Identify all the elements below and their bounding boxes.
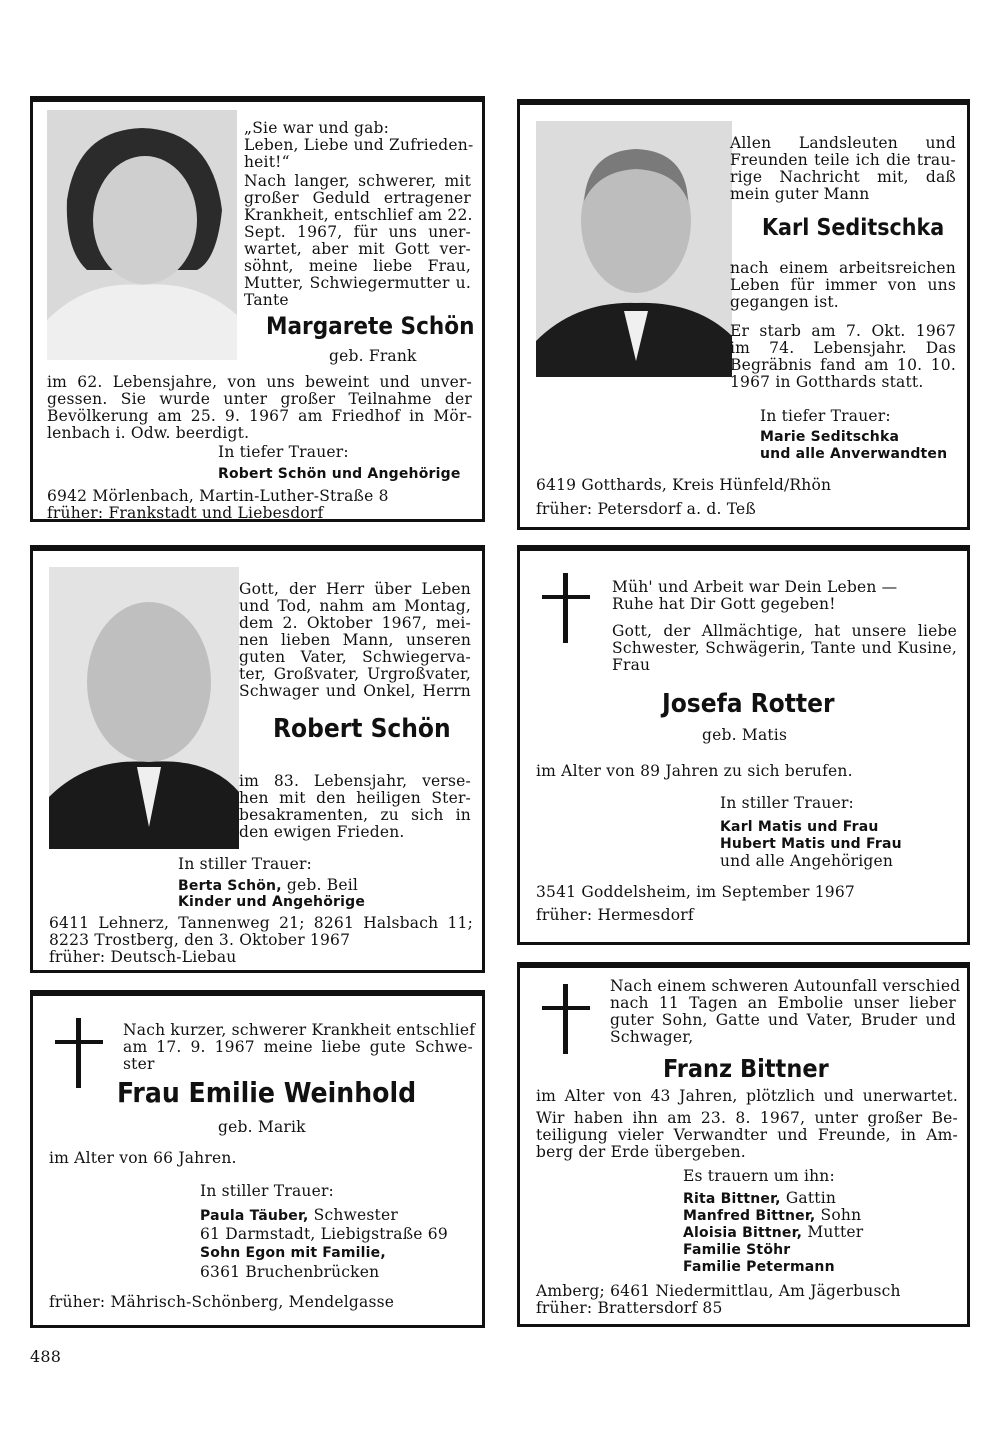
portrait-photo: [536, 121, 732, 377]
signer-detail: Mutter: [802, 1223, 864, 1241]
deceased-name: Robert Schön: [273, 714, 451, 744]
signer: Marie Seditschka: [760, 429, 900, 445]
body-line: im Alter von 89 Jahren zu sich berufen.: [536, 762, 853, 780]
address-line: früher: Brattersdorf 85: [536, 1299, 723, 1317]
intro-line: Schwager,: [610, 1028, 694, 1046]
body-line: nach einem arbeitsreichen: [730, 259, 956, 277]
intro-line: Krankheit, entschlief am 22.: [244, 206, 473, 224]
intro-line: söhnt, meine liebe Frau,: [244, 257, 471, 275]
signer: Hubert Matis und Frau: [720, 836, 902, 852]
intro-line: Freunden teile ich die trau-: [730, 151, 956, 169]
intro-line: ster: [123, 1055, 155, 1073]
mourning-label: In tiefer Trauer:: [218, 443, 349, 461]
address-line: früher: Frankstadt und Liebesdorf: [47, 504, 324, 522]
signer-name: Familie Petermann: [683, 1259, 835, 1275]
mourning-label: In stiller Trauer:: [720, 794, 854, 812]
signer-address: 6361 Bruchenbrücken: [200, 1263, 380, 1281]
intro-line: Gott, der Herr über Leben: [239, 580, 471, 598]
address-line: Amberg; 6461 Niedermittlau, Am Jägerbusch: [536, 1282, 901, 1300]
intro-line: Tante: [244, 291, 289, 309]
deceased-name: Margarete Schön: [266, 312, 475, 340]
body-line: im 83. Lebensjahr, verse-: [239, 772, 471, 790]
body-line: 1967 in Gotthards statt.: [730, 373, 924, 391]
signer-address: 61 Darmstadt, Liebigstraße 69: [200, 1225, 448, 1243]
body-line: Bevölkerung am 25. 9. 1967 am Friedhof in Mör-: [47, 407, 472, 425]
body-line: Leben für immer von uns: [730, 276, 956, 294]
intro-line: dem 2. Oktober 1967, mei-: [239, 614, 471, 632]
signer: [683, 1207, 861, 1225]
mourning-label: In stiller Trauer:: [178, 855, 312, 873]
body-line: im 62. Lebensjahre, von uns beweint und unver-: [47, 373, 472, 391]
intro-line: Müh' und Arbeit war Dein Leben —: [612, 578, 898, 596]
intro-line: wartet, aber mit Gott ver-: [244, 240, 471, 258]
intro-line: nach 11 Tagen an Embolie unser lieber: [610, 994, 956, 1012]
body-line: berg der Erde übergeben.: [536, 1143, 746, 1161]
body-line: besakramenten, zu sich in: [239, 806, 471, 824]
intro-line: guten Vater, Schwiegerva-: [239, 648, 471, 666]
signer: [200, 1207, 398, 1225]
body-line: im 74. Lebensjahr. Das: [730, 339, 956, 357]
signer-detail: Schwester: [308, 1206, 398, 1224]
signer: Robert Schön und Angehörige: [218, 466, 461, 482]
signer: und alle Angehörigen: [720, 852, 894, 870]
signer-name: Rita Bittner,: [683, 1191, 781, 1207]
body-line: im Alter von 66 Jahren.: [49, 1149, 237, 1167]
deceased-name: Josefa Rotter: [662, 689, 835, 719]
maiden-name: geb. Frank: [329, 347, 417, 365]
signer: und alle Anverwandten: [760, 446, 948, 462]
address-line: früher: Hermesdorf: [536, 906, 694, 924]
body-line: hen mit den heiligen Ster-: [239, 789, 471, 807]
intro-line: nen lieben Mann, unseren: [239, 631, 471, 649]
body-line: den ewigen Frieden.: [239, 823, 405, 841]
intro-line: Gott, der Allmächtige, hat unsere liebe: [612, 622, 957, 640]
deceased-name: Frau Emilie Weinhold: [117, 1076, 417, 1109]
mourning-label: In stiller Trauer:: [200, 1182, 334, 1200]
signer: [683, 1224, 863, 1242]
intro-line: Mutter, Schwiegermutter u.: [244, 274, 471, 292]
intro-line: mein guter Mann: [730, 185, 870, 203]
intro-line: Schwester, Schwägerin, Tante und Kusine,: [612, 639, 957, 657]
signer: Kinder und Angehörige: [178, 894, 366, 910]
cross-icon: [542, 984, 590, 1054]
notice-margarete-schoen: [30, 96, 485, 522]
deceased-name: Franz Bittner: [663, 1054, 829, 1083]
signer: [683, 1241, 790, 1259]
signer-detail: geb. Beil: [281, 876, 359, 894]
notice-josefa-rotter: [517, 545, 970, 945]
intro-line: Nach einem schweren Autounfall verschied: [610, 977, 961, 995]
signer: [178, 877, 358, 895]
address-line: 3541 Goddelsheim, im September 1967: [536, 883, 855, 901]
portrait-photo: [47, 110, 237, 360]
notice-robert-schoen: [30, 545, 485, 973]
signer-name: Familie Stöhr: [683, 1242, 791, 1258]
intro-line: Frau: [612, 656, 651, 674]
address-line: 6419 Gotthards, Kreis Hünfeld/Rhön: [536, 476, 832, 494]
cross-icon: [55, 1018, 103, 1088]
deceased-name: Karl Seditschka: [762, 215, 945, 241]
signer-detail: Gattin: [780, 1189, 837, 1207]
intro-line: rige Nachricht mit, daß: [730, 168, 956, 186]
maiden-name: geb. Matis: [702, 726, 788, 744]
intro-line: Sept. 1967, für uns uner-: [244, 223, 471, 241]
notice-franz-bittner: [517, 962, 970, 1327]
signer: [683, 1190, 836, 1208]
address-line: früher: Deutsch-Liebau: [49, 948, 237, 966]
signer-name: Paula Täuber,: [200, 1208, 309, 1224]
intro-line: guter Sohn, Gatte und Vater, Bruder und: [610, 1011, 956, 1029]
intro-line: heit!“: [244, 153, 290, 171]
intro-line: großer Geduld ertragener: [244, 189, 471, 207]
body-line: gessen. Sie wurde unter großer Teilnahme der: [47, 390, 472, 408]
intro-line: am 17. 9. 1967 meine liebe gute Schwe-: [123, 1038, 473, 1056]
page-number: 488: [30, 1347, 62, 1366]
notice-karl-seditschka: [517, 99, 970, 530]
body-line: Begräbnis fand am 10. 10.: [730, 356, 956, 374]
mourning-label: Es trauern um ihn:: [683, 1167, 835, 1185]
intro-line: Allen Landsleuten und: [730, 134, 956, 152]
body-line: lenbach i. Odw. beerdigt.: [47, 424, 250, 442]
body-line: im Alter von 43 Jahren, plötzlich und unerwartet.: [536, 1087, 958, 1105]
intro-line: Schwager und Onkel, Herrn: [239, 682, 471, 700]
signer-detail: Sohn: [815, 1206, 862, 1224]
address-line: früher: Petersdorf a. d. Teß: [536, 500, 756, 518]
body-line: gegangen ist.: [730, 293, 839, 311]
notice-emilie-weinhold: [30, 990, 485, 1328]
intro-line: Ruhe hat Dir Gott gegeben!: [612, 595, 836, 613]
body-line: Er starb am 7. Okt. 1967: [730, 322, 956, 340]
body-line: Wir haben ihn am 23. 8. 1967, unter großer Be-: [536, 1109, 958, 1127]
intro-line: ter, Großvater, Urgroßvater,: [239, 665, 471, 683]
mourning-label: In tiefer Trauer:: [760, 407, 891, 425]
portrait-photo: [49, 567, 239, 849]
address-line: 8223 Trostberg, den 3. Oktober 1967: [49, 931, 351, 949]
signer-name: Berta Schön,: [178, 878, 282, 894]
intro-line: Nach kurzer, schwerer Krankheit entschlief: [123, 1021, 476, 1039]
address-line: früher: Mährisch-Schönberg, Mendelgasse: [49, 1293, 395, 1311]
intro-line: Leben, Liebe und Zufrieden-: [244, 136, 474, 154]
address-line: 6942 Mörlenbach, Martin-Luther-Straße 8: [47, 487, 389, 505]
cross-icon: [542, 573, 590, 643]
signer-name: Aloisia Bittner,: [683, 1225, 803, 1241]
maiden-name: geb. Marik: [218, 1118, 306, 1136]
intro-line: und Tod, nahm am Montag,: [239, 597, 471, 615]
intro-line: Nach langer, schwerer, mit: [244, 172, 471, 190]
signer: Karl Matis und Frau: [720, 819, 879, 835]
address-line: 6411 Lehnerz, Tannenweg 21; 8261 Halsbach 11;: [49, 914, 473, 932]
signer: Sohn Egon mit Familie,: [200, 1245, 386, 1261]
signer-name: Manfred Bittner,: [683, 1208, 816, 1224]
body-line: teiligung vieler Verwandter und Freunde, in Am-: [536, 1126, 958, 1144]
intro-line: „Sie war und gab:: [244, 119, 390, 137]
signer: [683, 1258, 835, 1276]
